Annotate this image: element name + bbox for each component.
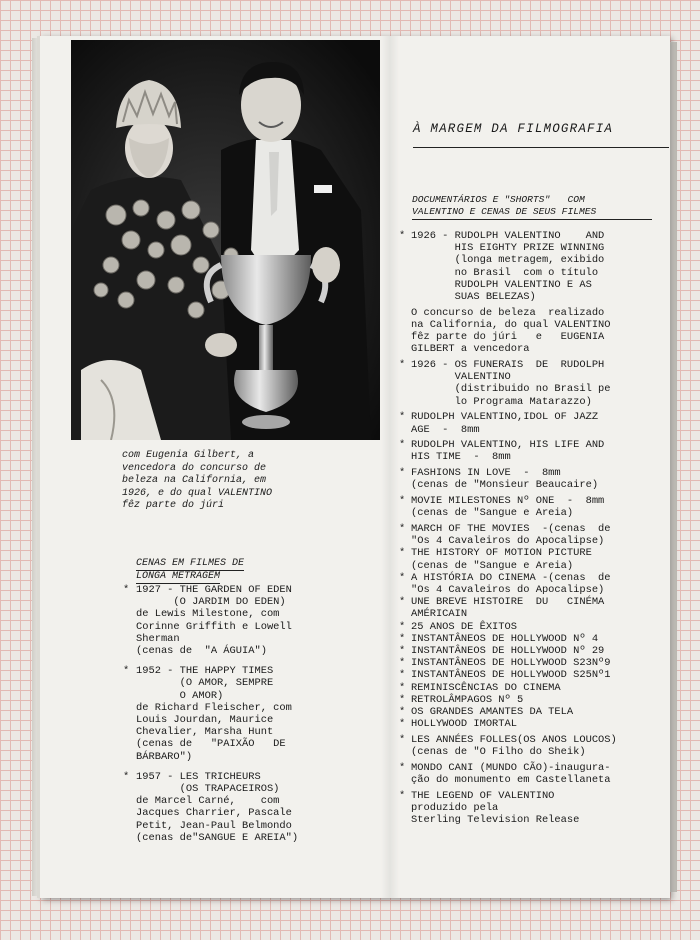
star-bullet: *: [399, 439, 406, 452]
star-bullet: *: [399, 645, 406, 657]
left-entry-list: [123, 584, 373, 852]
list-item: [399, 230, 675, 303]
entry-line: de Lewis Milestone, com: [136, 608, 280, 621]
list-item: [123, 584, 373, 657]
entry-line: 1952 - THE HAPPY TIMES: [136, 665, 274, 678]
section-title-line: VALENTINO E CENAS DE SEUS FILMES: [412, 206, 597, 217]
entry-line: INSTANTÂNEOS DE HOLLYWOOD S25Nº1: [411, 669, 611, 682]
entry-line: MARCH OF THE MOVIES -(cenas de: [411, 522, 611, 535]
star-bullet: *: [399, 657, 406, 670]
list-item: [399, 411, 675, 435]
entry-line: FASHIONS IN LOVE - 8mm: [411, 467, 561, 480]
photo-caption: [122, 450, 332, 513]
entry-line: (cenas de "O Filho do Sheik): [411, 746, 586, 759]
entry-line: INSTANTÂNEOS DE HOLLYWOOD S23Nº9: [411, 657, 611, 670]
star-bullet: *: [399, 632, 406, 645]
entry-line: OS GRANDES AMANTES DA TELA: [411, 706, 574, 719]
list-item: [399, 307, 675, 356]
caption-line: com Eugenia Gilbert, a: [122, 450, 255, 461]
list-item: [399, 718, 675, 730]
star-bullet: *: [399, 620, 406, 633]
entry-line: fêz parte do júri e EUGENIA: [411, 331, 605, 344]
entry-line: BÁRBARO"): [136, 750, 193, 763]
entry-line: de Richard Fleischer, com: [136, 701, 292, 714]
star-bullet: *: [399, 230, 406, 242]
list-item: [399, 467, 675, 491]
title-rule: [413, 147, 669, 148]
entry-line: AGE - 8mm: [411, 423, 480, 436]
entry-line: O concurso de beleza realizado: [411, 306, 605, 319]
entry-line: 1926 - RUDOLPH VALENTINO AND: [411, 230, 605, 242]
star-bullet: *: [399, 467, 406, 480]
entry-line: Sterling Television Release: [411, 814, 580, 827]
list-item: [399, 439, 675, 463]
star-bullet: *: [399, 669, 406, 682]
caption-line: fêz parte do júri: [122, 500, 225, 511]
section-title-rule: [412, 219, 652, 220]
entry-line: ção do monumento em Castellaneta: [411, 774, 611, 787]
entry-line: THE LEGEND OF VALENTINO: [411, 789, 555, 802]
page-title: À MARGEM DA FILMOGRAFIA: [413, 122, 614, 136]
entry-line: RUDOLPH VALENTINO, HIS LIFE AND: [411, 439, 605, 452]
entry-line: LES ANNÉES FOLLES(OS ANOS LOUCOS): [411, 733, 617, 746]
entry-line: RUDOLPH VALENTINO E AS: [411, 278, 592, 291]
right-entry-list: [399, 230, 675, 830]
section-title-line: DOCUMENTÁRIOS E "SHORTS" COM: [412, 194, 585, 205]
star-bullet: *: [399, 359, 406, 372]
entry-line: THE HISTORY OF MOTION PICTURE: [411, 547, 592, 560]
section-title-line: CENAS EM FILMES DE: [136, 558, 245, 569]
entry-line: Louis Jourdan, Maurice: [136, 714, 274, 727]
entry-line: HIS TIME - 8mm: [411, 451, 511, 464]
list-item: [399, 682, 675, 694]
list-item: [399, 790, 675, 827]
entry-line: MOVIE MILESTONES Nº ONE - 8mm: [411, 495, 605, 508]
star-bullet: *: [399, 596, 406, 609]
star-bullet: *: [399, 693, 406, 706]
photo-valentino-gilbert: [71, 40, 380, 440]
list-item: [399, 621, 675, 633]
star-bullet: *: [399, 522, 406, 535]
list-item: [123, 665, 373, 763]
list-item: [399, 523, 675, 547]
entry-line: (longa metragem, exibido: [411, 254, 605, 267]
star-bullet: *: [399, 789, 406, 802]
star-bullet: *: [399, 718, 406, 731]
entry-line: (cenas de "PAIXÃO DE: [136, 738, 286, 751]
entry-line: 1926 - OS FUNERAIS DE RUDOLPH: [411, 359, 605, 372]
entry-line: (OS TRAPACEIROS): [136, 783, 280, 796]
entry-line: 1927 - THE GARDEN OF EDEN: [136, 584, 292, 596]
list-item: [399, 706, 675, 718]
star-bullet: *: [399, 706, 406, 719]
entry-line: Chevalier, Marsha Hunt: [136, 726, 274, 739]
entry-line: O AMOR): [136, 689, 224, 702]
entry-line: INSTANTÂNEOS DE HOLLYWOOD Nº 29: [411, 645, 605, 657]
list-item: [399, 359, 675, 408]
entry-line: Sherman: [136, 632, 180, 645]
star-bullet: *: [399, 733, 406, 746]
star-bullet: *: [399, 761, 406, 774]
entry-line: (distribuido no Brasil pe: [411, 383, 611, 396]
left-section-title: [136, 558, 244, 584]
list-item: [399, 734, 675, 758]
entry-line: MONDO CANI (MUNDO CÃO)-inaugura-: [411, 761, 611, 774]
book-page: [40, 36, 670, 898]
entry-line: UNE BREVE HISTOIRE DU CINÉMA: [411, 596, 605, 609]
star-bullet: *: [399, 571, 406, 584]
entry-line: RETROLÂMPAGOS Nº 5: [411, 693, 524, 706]
entry-line: (O AMOR, SEMPRE: [136, 677, 274, 690]
entry-line: (cenas de "Sangue e Areia): [411, 507, 574, 520]
entry-line: (cenas de "Monsieur Beaucaire): [411, 479, 599, 492]
list-item: [399, 762, 675, 786]
caption-line: beleza na California, em: [122, 475, 267, 486]
list-item: [399, 657, 675, 669]
caption-line: vencedora do concurso de: [122, 462, 267, 474]
entry-line: no Brasil com o título: [411, 266, 599, 279]
list-item: [399, 645, 675, 657]
entry-line: 25 ANOS DE ÊXITOS: [411, 620, 518, 633]
entry-line: A HISTÓRIA DO CINEMA -(cenas de: [411, 571, 611, 584]
page-gutter: [381, 36, 399, 898]
star-bullet: *: [399, 547, 406, 560]
entry-line: INSTANTÂNEOS DE HOLLYWOOD Nº 4: [411, 632, 599, 645]
list-item: [399, 669, 675, 681]
entry-line: lo Programa Matarazzo): [411, 395, 592, 408]
section-title-line: LONGA METRAGEM: [136, 571, 221, 582]
list-item: [399, 495, 675, 519]
photo-image: [71, 40, 380, 440]
right-section-title: [412, 194, 670, 218]
entry-line: AMÉRICAIN: [411, 608, 468, 621]
entry-line: (O JARDIM DO EDEN): [136, 596, 286, 609]
entry-line: (cenas de "Sangue e Areia): [411, 559, 574, 572]
entry-line: REMINISCÊNCIAS DO CINEMA: [411, 681, 561, 694]
entry-line: (cenas de"SANGUE E AREIA"): [136, 831, 299, 844]
entry-line: VALENTINO: [411, 371, 511, 384]
star-bullet: *: [399, 495, 406, 508]
entry-line: HOLLYWOOD IMORTAL: [411, 718, 518, 731]
entry-line: na California, do qual VALENTINO: [411, 318, 611, 331]
entry-line: SUAS BELEZAS): [411, 291, 536, 304]
entry-line: "Os 4 Cavaleiros do Apocalipse): [411, 583, 605, 596]
star-bullet: *: [123, 584, 130, 596]
list-item: [123, 771, 373, 844]
entry-line: Corinne Griffith e Lowell: [136, 620, 292, 633]
entry-line: de Marcel Carné, com: [136, 795, 280, 808]
list-item: [399, 572, 675, 596]
entry-line: GILBERT a vencedora: [411, 343, 530, 356]
entry-line: Jacques Charrier, Pascale: [136, 807, 292, 820]
entry-line: "Os 4 Cavaleiros do Apocalipse): [411, 535, 605, 548]
star-bullet: *: [399, 411, 406, 424]
entry-line: RUDOLPH VALENTINO,IDOL OF JAZZ: [411, 411, 599, 424]
entry-line: produzido pela: [411, 801, 499, 814]
star-bullet: *: [123, 665, 130, 678]
list-item: [399, 547, 675, 571]
entry-line: HIS EIGHTY PRIZE WINNING: [411, 242, 605, 255]
entry-line: (cenas de "A ÁGUIA"): [136, 645, 267, 658]
caption-line: 1926, e do qual VALENTINO: [122, 487, 273, 499]
entry-line: Petit, Jean-Paul Belmondo: [136, 819, 292, 832]
list-item: [399, 633, 675, 645]
list-item: [399, 596, 675, 620]
list-item: [399, 694, 675, 706]
entry-line: 1957 - LES TRICHEURS: [136, 770, 261, 783]
star-bullet: *: [123, 770, 130, 783]
star-bullet: *: [399, 681, 406, 694]
